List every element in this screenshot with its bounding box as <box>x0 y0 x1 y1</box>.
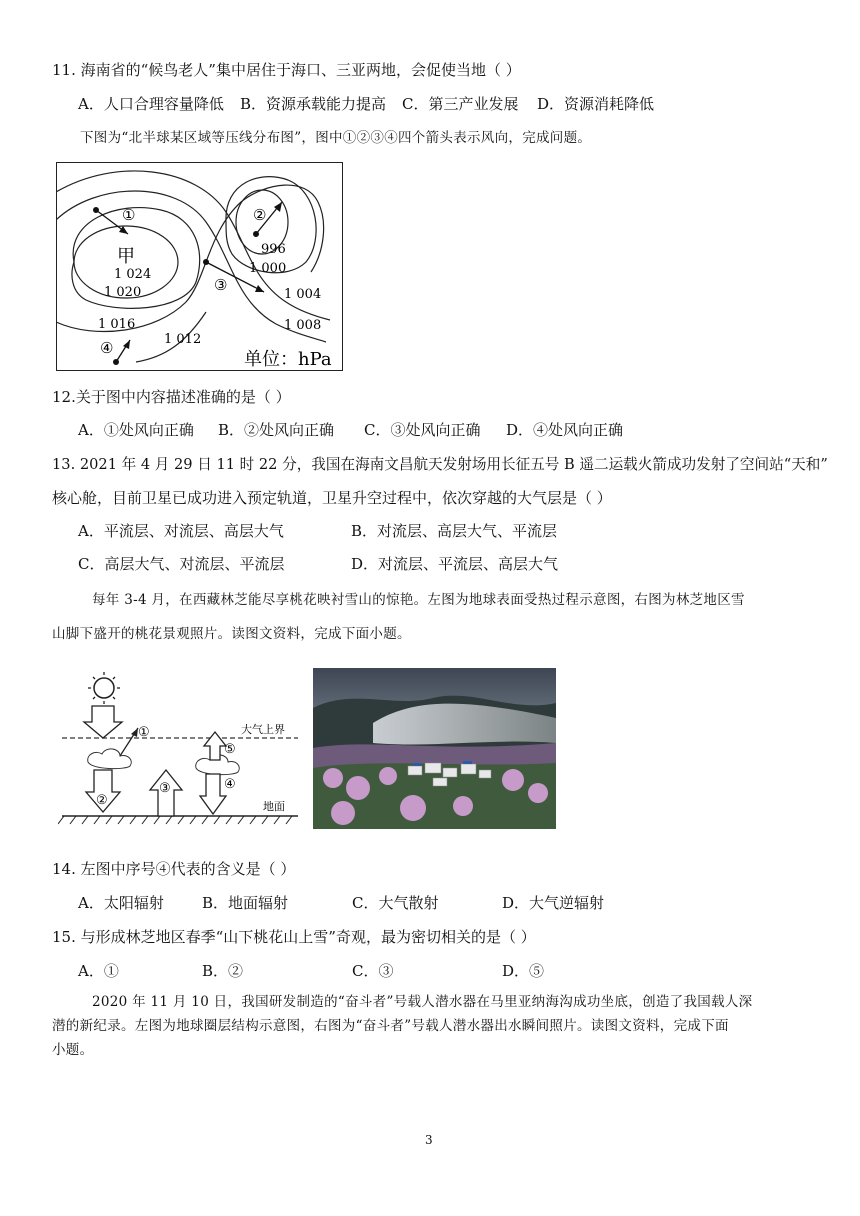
heating-process-diagram <box>58 670 304 830</box>
q15-option-d: D．⑤ <box>502 962 545 980</box>
label-1008: 1 008 <box>284 318 322 333</box>
label-1020: 1 020 <box>104 285 142 300</box>
intro-fendouzhe-line1: 2020 年 11 月 10 日，我国研发制造的“奋斗者”号载人潜水器在马里亚纳海沟成功坐底，创造了我国载人深 <box>92 994 753 1010</box>
arrow-4 <box>200 774 226 814</box>
label-996: 996 <box>261 242 286 257</box>
unit-label: 单位：hPa <box>244 349 332 370</box>
q11-option-c: C．第三产业发展 <box>402 95 519 113</box>
q15-option-b: B．② <box>202 962 244 980</box>
q12-option-c: C．③处风向正确 <box>364 421 481 439</box>
q14-option-a: A．太阳辐射 <box>78 894 164 912</box>
q12-option-d: D．④处风向正确 <box>506 421 624 439</box>
page-number: 3 <box>425 1133 433 1147</box>
q11-option-b: B．资源承载能力提高 <box>240 95 387 113</box>
intro-isobar-map: 下图为“北半球某区域等压线分布图”，图中①②③④四个箭头表示风向，完成问题。 <box>80 130 592 146</box>
q13-option-c: C．高层大气、对流层、平流层 <box>78 555 285 573</box>
q11-option-a: A．人口合理容量降低 <box>78 95 224 113</box>
heat-marker-2: ② <box>96 793 108 808</box>
sun-icon <box>88 672 120 704</box>
q11-stem: 11. 海南省的“候鸟老人”集中居住于海口、三亚两地，会促使当地（ ） <box>52 61 521 79</box>
intro-fendouzhe-line3: 小题。 <box>52 1042 94 1058</box>
intro-linzhi-line1: 每年 3-4 月，在西藏林芝能尽享桃花映衬雪山的惊艳。左图为地球表面受热过程示意图，右图为林芝地区雪 <box>92 592 745 608</box>
label-jia: 甲 <box>117 246 135 267</box>
atmosphere-top-label: 大气上界 <box>241 723 285 736</box>
q13-stem-line1: 13. 2021 年 4 月 29 日 11 时 22 分，我国在海南文昌航天发射场用长征五号 B 遥二运载火箭成功发射了空间站“天和” <box>52 456 828 473</box>
q15-stem: 15. 与形成林芝地区春季“山下桃花山上雪”奇观，最为密切相关的是（ ） <box>52 928 536 946</box>
q11-option-d: D．资源消耗降低 <box>537 95 655 113</box>
heat-marker-1: ① <box>138 725 150 740</box>
label-1004: 1 004 <box>284 287 322 302</box>
intro-linzhi-line2: 山脚下盛开的桃花景观照片。读图文资料，完成下面小题。 <box>52 626 411 642</box>
marker-4: ④ <box>100 339 114 357</box>
label-1012: 1 012 <box>164 332 202 347</box>
ground-label: 地面 <box>263 800 285 813</box>
q15-option-c: C．③ <box>352 962 394 980</box>
linzhi-peach-blossom-photo <box>313 668 556 829</box>
q12-option-b: B．②处风向正确 <box>218 421 335 439</box>
label-1000: 1 000 <box>249 261 287 276</box>
intro-fendouzhe-line2: 潜的新纪录。左图为地球圈层结构示意图，右图为“奋斗者”号载人潜水器出水瞬间照片。读图文资料，完成下面 <box>52 1018 729 1034</box>
marker-1: ① <box>122 206 136 224</box>
q13-option-a: A．平流层、对流层、高层大气 <box>78 522 284 540</box>
q14-option-b: B．地面辐射 <box>202 894 289 912</box>
marker-2: ② <box>253 206 267 224</box>
isobar-map <box>56 162 344 372</box>
q15-option-a: A．① <box>78 962 119 980</box>
q14-option-c: C．大气散射 <box>352 894 439 912</box>
label-1024: 1 024 <box>114 267 152 282</box>
q13-stem-line2: 核心舱，目前卫星已成功进入预定轨道，卫星升空过程中，依次穿越的大气层是（ ） <box>52 489 612 507</box>
q14-stem: 14. 左图中序号④代表的含义是（ ） <box>52 860 296 878</box>
cloud-left <box>88 749 132 769</box>
q13-option-b: B．对流层、高层大气、平流层 <box>351 522 558 540</box>
ground-hatch <box>58 816 292 824</box>
label-1016: 1 016 <box>98 317 136 332</box>
q14-option-d: D．大气逆辐射 <box>502 894 605 912</box>
q13-option-d: D．对流层、平流层、高层大气 <box>351 555 559 573</box>
q12-stem: 12.关于图中内容描述准确的是（ ） <box>52 388 291 406</box>
solar-radiation-arrow <box>84 706 122 738</box>
heat-marker-3: ③ <box>159 781 171 796</box>
marker-3: ③ <box>214 276 228 294</box>
heat-marker-5: ⑤ <box>224 742 236 757</box>
heat-marker-4: ④ <box>224 777 236 792</box>
q12-option-a: A．①处风向正确 <box>78 421 194 439</box>
